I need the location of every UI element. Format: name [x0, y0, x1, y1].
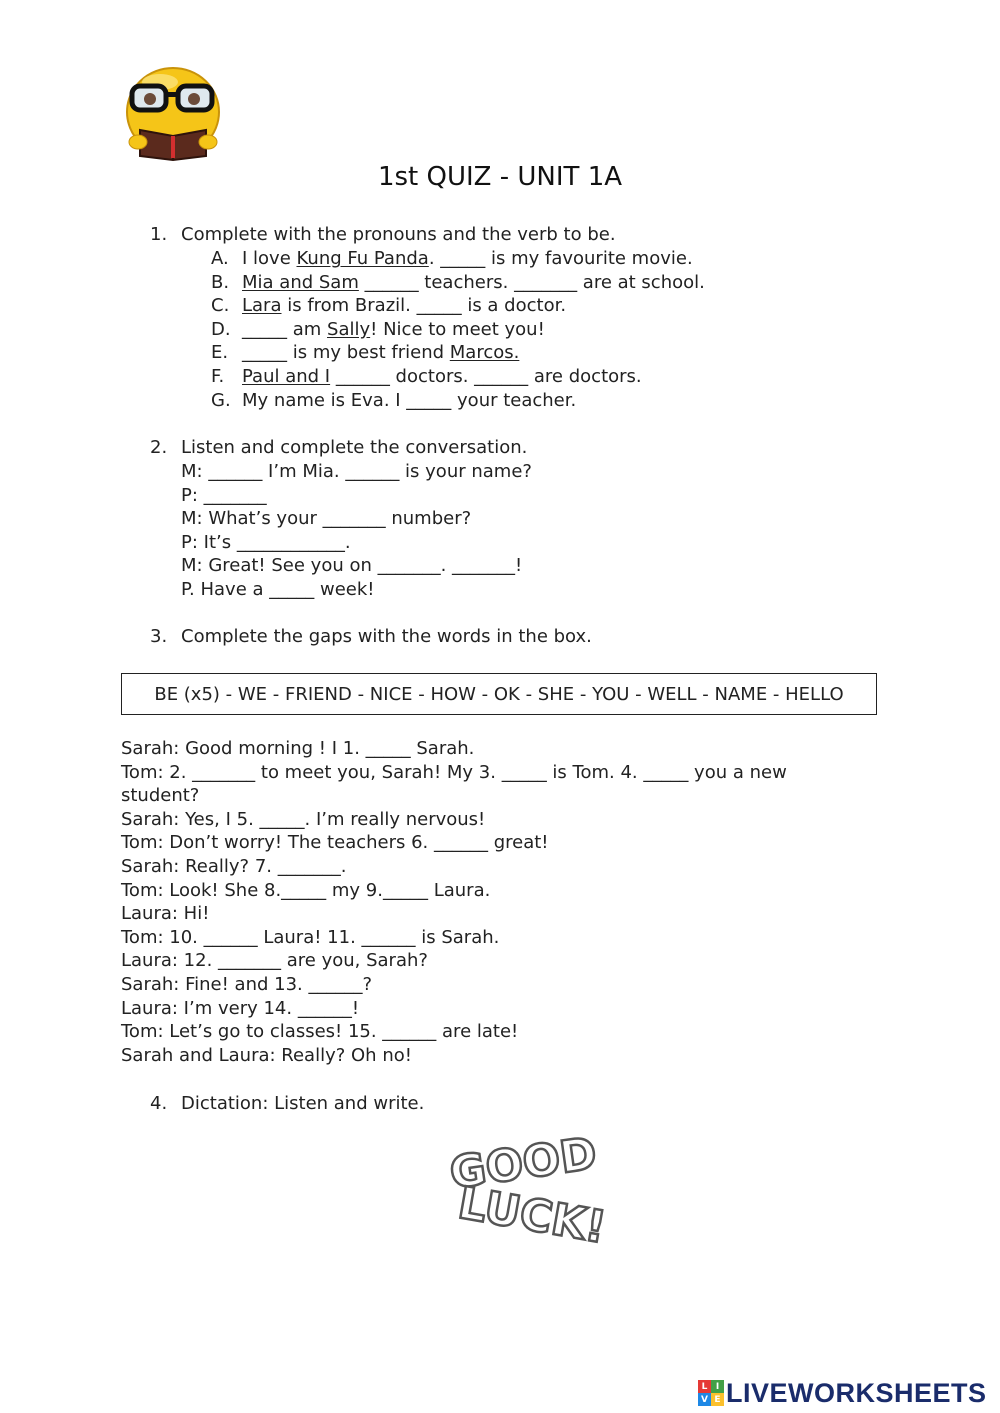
underlined-subject: Marcos. — [449, 342, 520, 364]
conversation-line: P: _______ — [181, 484, 267, 506]
underlined-subject: Mia and Sam — [242, 271, 359, 293]
logo-tile: L — [698, 1380, 711, 1393]
section-3-number: 3. — [150, 626, 168, 647]
underlined-subject: Kung Fu Panda — [296, 248, 429, 269]
item-sentence: Paul and I ______ doctors. ______ are doctors. — [242, 366, 642, 387]
dialogue-line: Sarah: Really? 7. _______. — [121, 856, 347, 877]
section-4-number: 4. — [150, 1093, 168, 1114]
section-2-number: 2. — [150, 437, 168, 458]
section-1-number: 1. — [150, 224, 168, 245]
liveworksheets-brand: LIVEWORKSHEETS — [726, 1378, 987, 1408]
good-luck-line-1: GOOD — [446, 1128, 600, 1200]
section-2-instruction: Listen and complete the conversation. — [181, 437, 528, 458]
conversation-line: P: It’s ____________. — [181, 531, 351, 553]
dialogue-line: Tom: Don’t worry! The teachers 6. ______ great! — [121, 832, 549, 854]
conversation-line: P. Have a _____ week! — [181, 579, 375, 600]
word-box: BE (x5) - WE - FRIEND - NICE - HOW - OK - SHE - YOU - WELL - NAME - HELLO — [121, 673, 877, 715]
dialogue-line: Sarah and Laura: Really? Oh no! — [121, 1044, 412, 1066]
dialogue-line: Sarah: Fine! and 13. ______? — [121, 974, 373, 995]
nerd-emoji-icon — [118, 60, 228, 160]
item-sentence: Lara is from Brazil. _____ is a doctor. — [242, 295, 567, 317]
item-sentence: _____ am Sally! Nice to meet you! — [242, 318, 545, 340]
item-letter: B. — [211, 271, 230, 293]
dialogue-line: Tom: Look! She 8._____ my 9._____ Laura. — [121, 879, 491, 901]
item-letter: C. — [211, 295, 230, 317]
item-sentence: My name is Eva. I _____ your teacher. — [242, 389, 577, 411]
conversation-line: M: What’s your _______ number? — [181, 508, 472, 530]
item-sentence: _____ is my best friend Marcos. — [242, 342, 520, 364]
item-letter: A. — [211, 248, 229, 269]
underlined-subject: Sally — [327, 318, 371, 340]
section-4-instruction: Dictation: Listen and write. — [181, 1093, 425, 1114]
dialogue-line: Laura: 12. _______ are you, Sarah? — [121, 950, 428, 972]
logo-tile: V — [698, 1393, 711, 1406]
underlined-subject: Paul and I — [242, 366, 331, 387]
dialogue-line: Laura: I’m very 14. ______! — [121, 997, 360, 1019]
logo-tile: I — [711, 1380, 724, 1393]
page-title: 1st QUIZ - UNIT 1A — [377, 162, 623, 192]
conversation-line: M: Great! See you on _______. _______! — [181, 555, 523, 577]
dialogue-line: student? — [121, 785, 200, 807]
section-1-instruction: Complete with the pronouns and the verb to be. — [181, 224, 616, 245]
logo-tile: E — [711, 1393, 724, 1406]
dialogue-line: Tom: 2. _______ to meet you, Sarah! My 3. _____ is Tom. 4. _____ you a new — [121, 761, 787, 783]
item-letter: D. — [211, 318, 231, 340]
conversation-line: M: ______ I’m Mia. ______ is your name? — [181, 461, 532, 482]
dialogue-line: Sarah: Yes, I 5. _____. I’m really nervous! — [121, 808, 486, 830]
item-letter: E. — [211, 342, 229, 364]
dialogue-line: Sarah: Good morning ! I 1. _____ Sarah. — [121, 738, 475, 759]
dialogue-line: Tom: Let’s go to classes! 15. ______ are late! — [121, 1021, 519, 1043]
item-letter: G. — [211, 389, 231, 411]
item-sentence: Mia and Sam ______ teachers. _______ are at school. — [242, 271, 705, 293]
section-3-instruction: Complete the gaps with the words in the box. — [181, 626, 592, 647]
good-luck-icon — [440, 1128, 610, 1254]
dialogue-line: Tom: 10. ______ Laura! 11. ______ is Sarah. — [121, 926, 500, 948]
underlined-subject: Lara — [242, 295, 282, 317]
good-luck-line-2: LUCK! — [454, 1177, 610, 1254]
item-sentence: I love Kung Fu Panda. _____ is my favourite movie. — [242, 248, 693, 269]
item-letter: F. — [211, 366, 225, 387]
liveworksheets-logo-icon — [698, 1380, 724, 1406]
dialogue-line: Laura: Hi! — [121, 903, 210, 925]
